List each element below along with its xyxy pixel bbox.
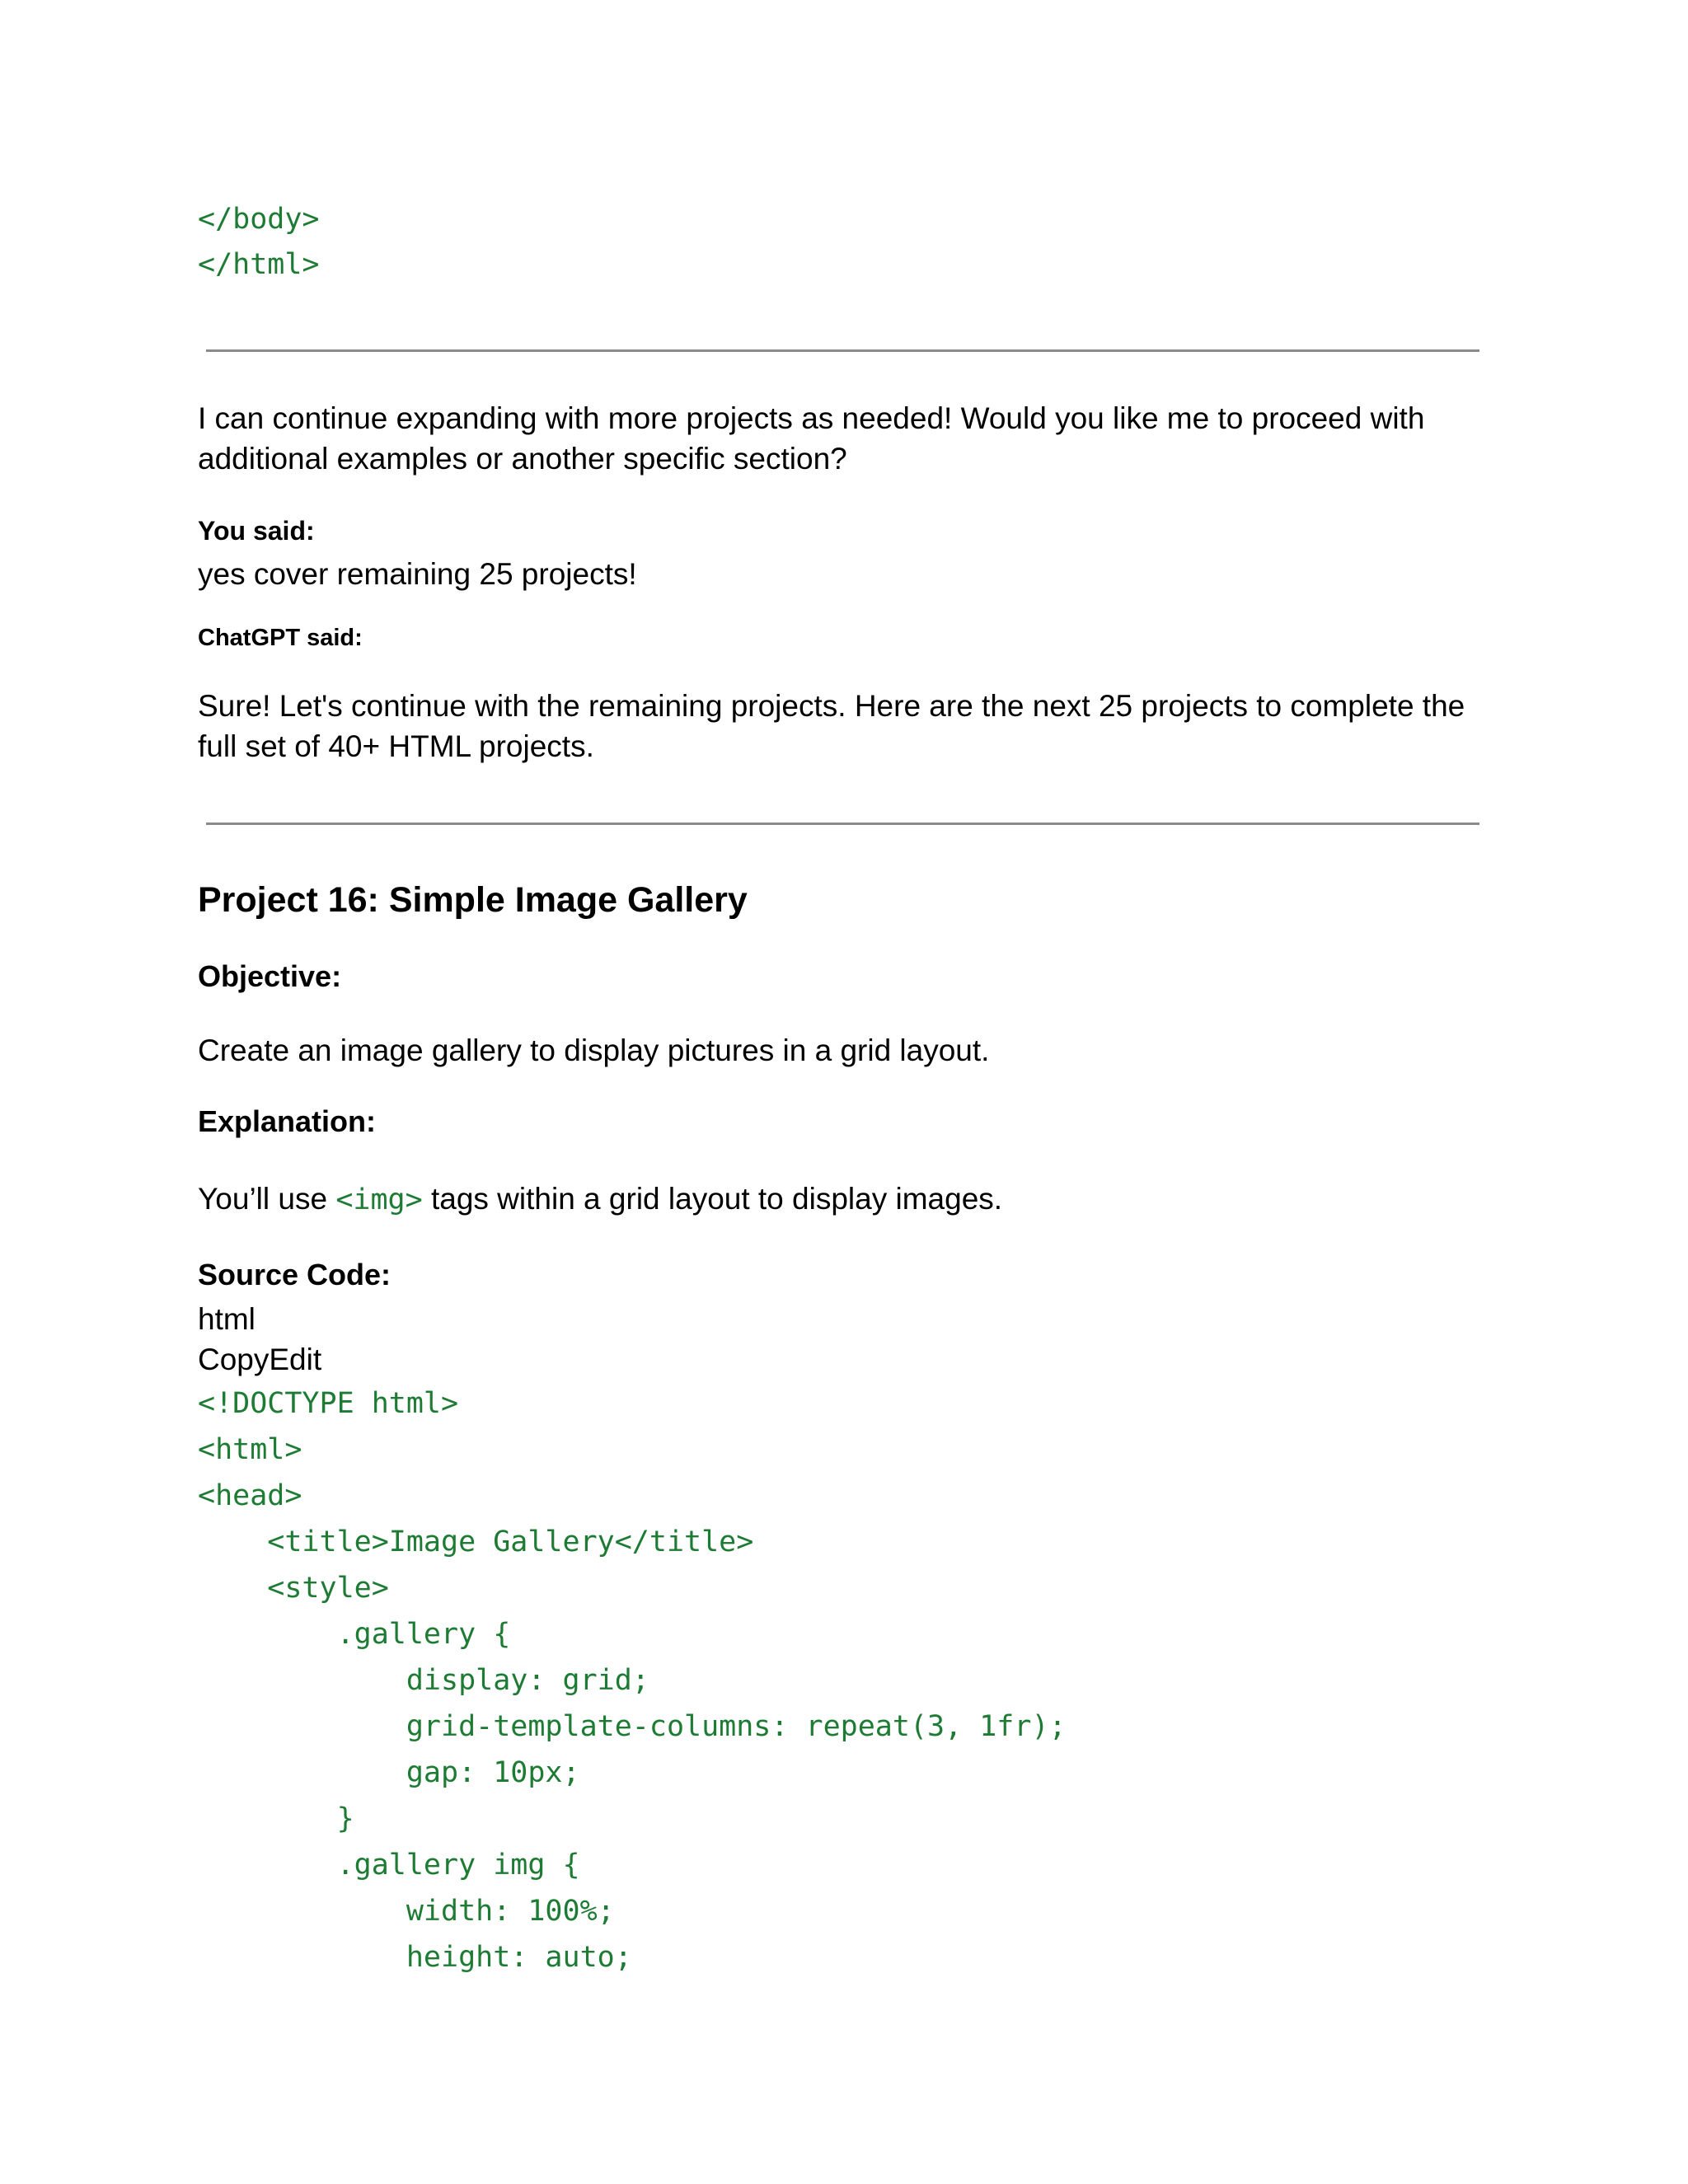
code-line: grid-template-columns: repeat(3, 1fr); — [198, 1710, 1067, 1743]
explanation-text-post: tags within a grid layout to display images. — [422, 1182, 1003, 1216]
user-message: yes cover remaining 25 projects! — [198, 557, 637, 591]
inline-code-img: <img> — [335, 1183, 423, 1216]
code-line: <head> — [198, 1479, 302, 1512]
code-line: .gallery { — [198, 1618, 511, 1651]
code-line: .gallery img { — [198, 1849, 580, 1882]
assistant-line-1: Sure! Let's continue with the remaining projects. Here are the next 25 projects to complete the — [198, 689, 1465, 723]
code-line-html-close: </html> — [198, 248, 320, 281]
code-line: <html> — [198, 1433, 302, 1466]
objective-text: Create an image gallery to display pictures in a grid layout. — [198, 1033, 990, 1067]
horizontal-divider — [206, 823, 1479, 825]
code-line: <style> — [198, 1572, 389, 1605]
source-code-label: Source Code: — [198, 1258, 392, 1291]
horizontal-divider — [206, 349, 1479, 352]
assistant-said-label: ChatGPT said: — [198, 625, 363, 651]
intro-line-2: additional examples or another specific section? — [198, 442, 847, 476]
code-line: <title>Image Gallery</title> — [198, 1526, 754, 1558]
code-line: width: 100%; — [198, 1895, 615, 1928]
explanation-text — [198, 1179, 1002, 1221]
explanation-text-pre: You’ll use — [198, 1182, 336, 1216]
code-line-body-close: </body> — [198, 203, 320, 236]
code-line: <!DOCTYPE html> — [198, 1387, 459, 1420]
explanation-label: Explanation: — [198, 1104, 377, 1138]
intro-line-1: I can continue expanding with more projects as needed! Would you like me to proceed with — [198, 401, 1425, 435]
assistant-line-2: full set of 40+ HTML projects. — [198, 729, 594, 763]
code-line: } — [198, 1802, 354, 1835]
code-line: gap: 10px; — [198, 1756, 580, 1789]
code-line: display: grid; — [198, 1664, 649, 1697]
objective-label: Objective: — [198, 959, 342, 993]
project-title: Project 16: Simple Image Gallery — [198, 880, 748, 920]
code-line: height: auto; — [198, 1941, 632, 1974]
copy-edit-button[interactable]: CopyEdit — [198, 1343, 322, 1376]
code-language-label: html — [198, 1302, 256, 1336]
user-said-label: You said: — [198, 516, 315, 546]
